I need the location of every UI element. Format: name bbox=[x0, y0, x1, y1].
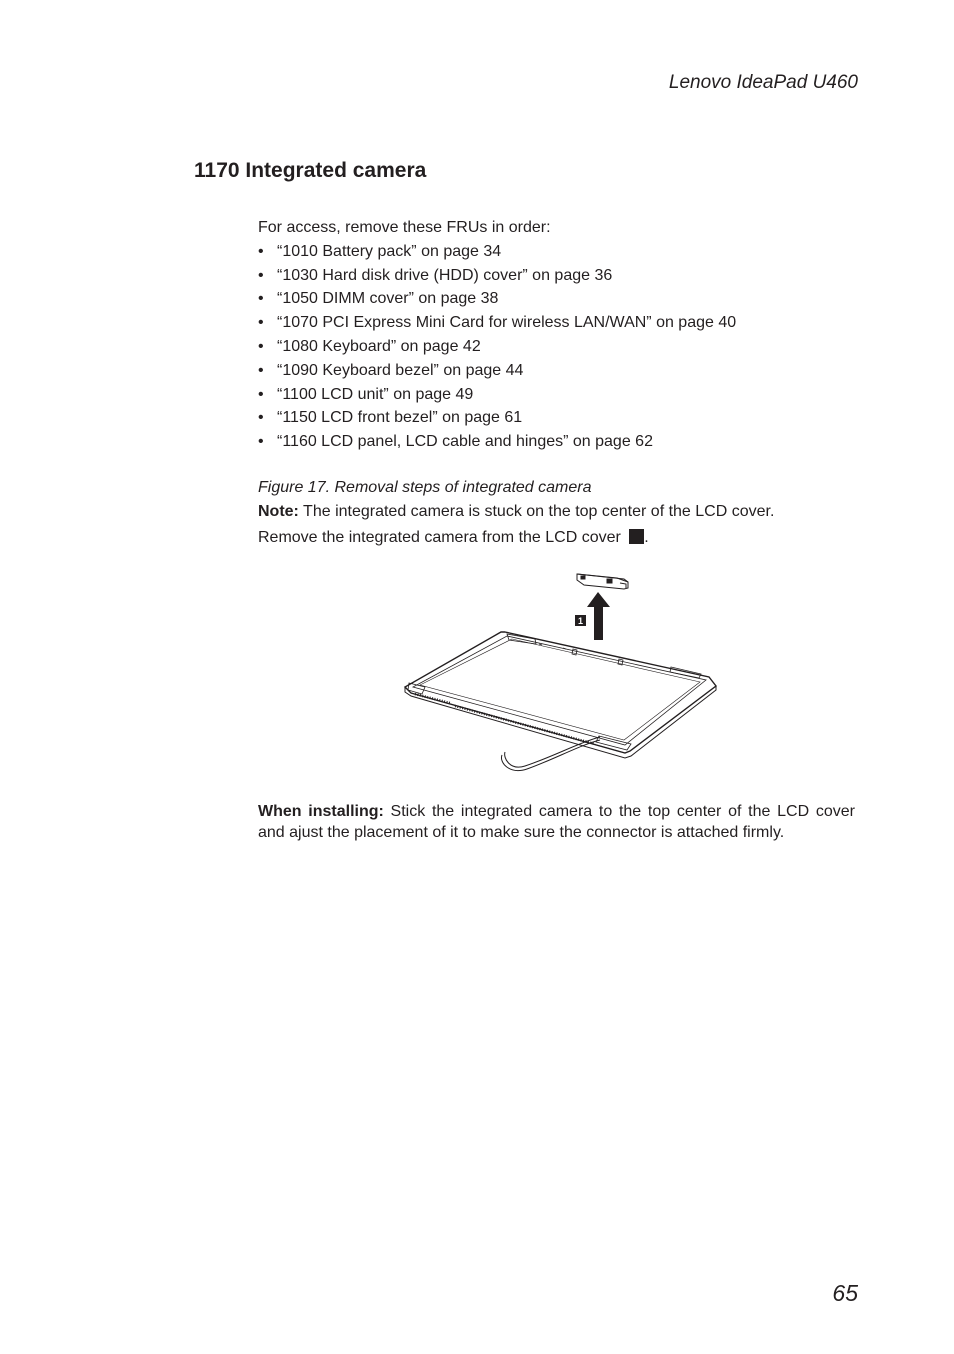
list-item bbox=[258, 287, 855, 311]
installing-text: Stick the integrated camera to the top center of the LCD cover and ajust the placement of it to make sure the connector is attached firmly. bbox=[258, 803, 855, 841]
bullet: • bbox=[258, 337, 264, 355]
list-item bbox=[258, 430, 855, 454]
list-item-text: “1010 Battery pack” on page 34 bbox=[277, 242, 502, 260]
list-item-text: “1050 DIMM cover” on page 38 bbox=[277, 290, 499, 308]
list-item-text: “1070 PCI Express Mini Card for wireless LAN/WAN” on page 40 bbox=[277, 314, 737, 332]
list-item bbox=[258, 311, 855, 335]
list-item bbox=[258, 383, 855, 407]
bullet: • bbox=[258, 242, 264, 260]
removal-step bbox=[258, 526, 855, 550]
installing-note bbox=[258, 802, 855, 843]
camera-module bbox=[577, 574, 628, 589]
list-item-text: “1090 Keyboard bezel” on page 44 bbox=[277, 361, 524, 379]
bullet: • bbox=[258, 266, 264, 284]
removal-step-end: . bbox=[644, 528, 649, 546]
fru-list bbox=[258, 240, 855, 454]
note bbox=[258, 500, 855, 524]
callout-number: 1 bbox=[577, 616, 584, 626]
page-number: 65 bbox=[832, 1280, 858, 1306]
list-item-text: “1150 LCD front bezel” on page 61 bbox=[277, 409, 523, 427]
installing-label: When installing: bbox=[258, 803, 384, 820]
list-item bbox=[258, 406, 855, 430]
list-item-text: “1160 LCD panel, LCD cable and hinges” on page 62 bbox=[277, 433, 653, 451]
note-label: Note: bbox=[258, 502, 299, 520]
camera-removal-figure bbox=[395, 566, 725, 781]
list-item-text: “1100 LCD unit” on page 49 bbox=[277, 385, 474, 403]
removal-step-text: Remove the integrated camera from the LCD cover bbox=[258, 528, 626, 546]
bullet: • bbox=[258, 385, 264, 403]
list-item-text: “1080 Keyboard” on page 42 bbox=[277, 337, 481, 355]
bullet: • bbox=[258, 290, 264, 308]
bullet: • bbox=[258, 361, 264, 379]
figure-caption: Figure 17. Removal steps of integrated camera bbox=[258, 478, 592, 496]
step-1-marker bbox=[629, 529, 644, 544]
running-header: Lenovo IdeaPad U460 bbox=[668, 72, 858, 93]
list-item bbox=[258, 264, 855, 288]
access-intro: For access, remove these FRUs in order: bbox=[258, 219, 551, 236]
note-text: The integrated camera is stuck on the top center of the LCD cover. bbox=[298, 502, 775, 520]
section-title: 1170 Integrated camera bbox=[194, 159, 427, 182]
bullet: • bbox=[258, 409, 264, 427]
bullet: • bbox=[258, 433, 264, 451]
list-item bbox=[258, 335, 855, 359]
list-item-text: “1030 Hard disk drive (HDD) cover” on page 36 bbox=[277, 266, 613, 284]
camera-cable bbox=[501, 737, 600, 771]
list-item bbox=[258, 359, 855, 383]
list-item bbox=[258, 240, 855, 264]
bullet: • bbox=[258, 314, 264, 332]
content-body bbox=[258, 216, 855, 549]
lcd-cover bbox=[405, 632, 716, 758]
removal-arrow bbox=[587, 592, 610, 640]
